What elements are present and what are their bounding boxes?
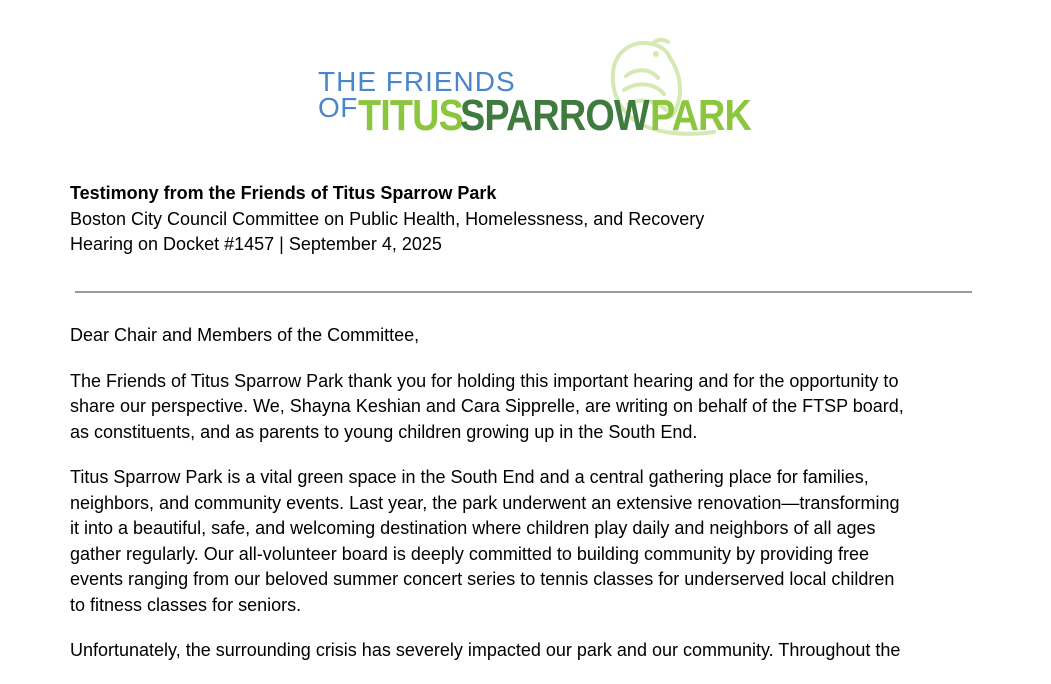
paragraph-2 xyxy=(70,465,990,618)
paragraph-3 xyxy=(70,638,990,664)
paragraph-1 xyxy=(70,369,990,446)
document-header xyxy=(70,181,704,258)
logo-text-sparrow: SPARROW xyxy=(460,91,649,140)
salutation: Dear Chair and Members of the Committee, xyxy=(70,325,420,345)
logo-text-line2 xyxy=(318,91,767,140)
paragraph-line: as constituents, and as parents to young children growing up in the South End. xyxy=(70,421,698,442)
paragraph-line: share our perspective. We, Shayna Keshian and Cara Sipprelle, are writing on behalf of the FTSP board, xyxy=(70,396,904,416)
committee-name: Boston City Council Committee on Public Health, Homelessness, and Recovery xyxy=(70,208,705,229)
letter-body xyxy=(70,323,990,684)
paragraph-line: gather regularly. Our all-volunteer board is deeply committed to building community by providing free xyxy=(70,543,870,564)
logo-text-park: PARK xyxy=(649,91,751,140)
paragraph-line: Unfortunately, the surrounding crisis has severely impacted our park and our community. Throughout the xyxy=(70,640,901,660)
logo-text-titus: TITUS xyxy=(357,91,463,140)
organization-logo xyxy=(316,36,751,140)
paragraph-line: events ranging from our beloved summer concert series to tennis classes for underserved local children xyxy=(70,569,895,589)
document-title: Testimony from the Friends of Titus Sparrow Park xyxy=(70,183,497,203)
paragraph-line: Titus Sparrow Park is a vital green space in the South End and a central gathering place for families, xyxy=(70,467,869,487)
hearing-info: Hearing on Docket #1457 | September 4, 2025 xyxy=(70,234,442,254)
paragraph-line: neighbors, and community events. Last year, the park underwent an extensive renovation—transforming xyxy=(70,492,900,513)
paragraph-line: it into a beautiful, safe, and welcoming destination where children play daily and neighbors of all ages xyxy=(70,518,876,538)
logo-text-of: OF xyxy=(318,92,358,123)
logo-text-the-friends: THE FRIENDS xyxy=(318,66,516,97)
paragraph-line: The Friends of Titus Sparrow Park thank you for holding this important hearing and for the opportunity to xyxy=(70,370,899,391)
paragraph-line: to fitness classes for seniors. xyxy=(70,594,302,615)
horizontal-divider xyxy=(75,291,972,293)
